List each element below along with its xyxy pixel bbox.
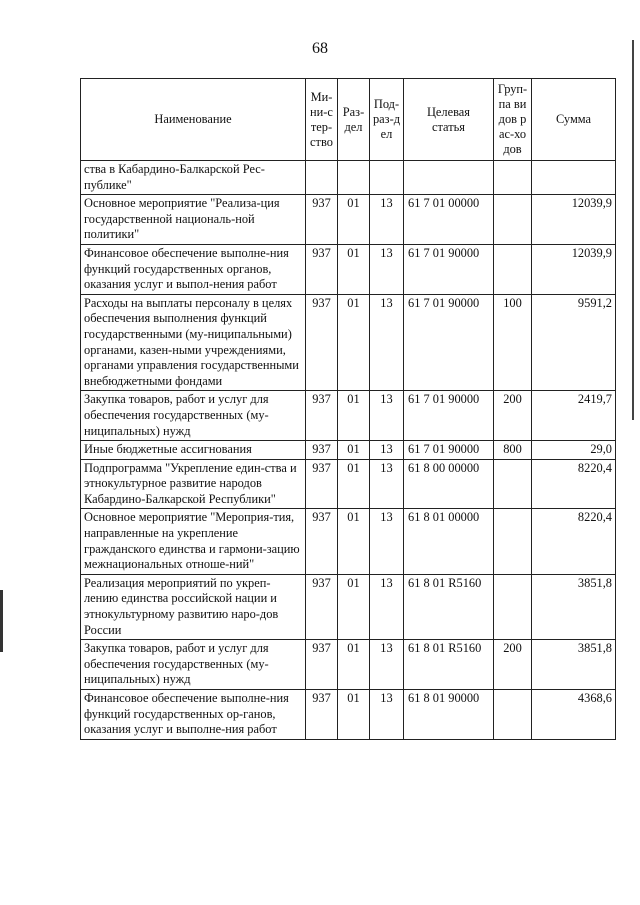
row-section: 01: [338, 195, 370, 245]
row-ministry: 937: [306, 574, 338, 639]
row-name: Основное мероприятие "Реализа-ция государственной националь-ной политики": [81, 195, 306, 245]
row-subsection: 13: [370, 391, 404, 441]
row-subsection: 13: [370, 294, 404, 391]
row-name: Иные бюджетные ассигнования: [81, 441, 306, 460]
row-ministry: 937: [306, 294, 338, 391]
row-target: 61 8 00 00000: [404, 459, 494, 509]
header-row: [81, 79, 616, 161]
header-subsection-text: Под-раз-дел: [372, 97, 401, 141]
row-sum: 12039,9: [532, 195, 616, 245]
scan-edge-line: [632, 40, 634, 420]
row-target: 61 8 01 R5160: [404, 640, 494, 690]
row-group: [494, 574, 532, 639]
row-sum: [532, 161, 616, 195]
table-row: [81, 640, 616, 690]
row-group: 200: [494, 640, 532, 690]
row-target: [404, 161, 494, 195]
header-subsection: [370, 79, 404, 161]
table-row: [81, 244, 616, 294]
row-subsection: 13: [370, 509, 404, 574]
row-ministry: 937: [306, 640, 338, 690]
row-group: [494, 509, 532, 574]
row-group: 100: [494, 294, 532, 391]
row-target: 61 7 01 00000: [404, 195, 494, 245]
row-sum: 4368,6: [532, 690, 616, 740]
row-name: Закупка товаров, работ и услуг для обеспечения государственных (му-ниципальных) нужд: [81, 391, 306, 441]
row-ministry: 937: [306, 441, 338, 460]
row-target: 61 7 01 90000: [404, 391, 494, 441]
row-section: 01: [338, 459, 370, 509]
row-target: 61 7 01 90000: [404, 294, 494, 391]
row-subsection: [370, 161, 404, 195]
row-section: 01: [338, 294, 370, 391]
table-row: [81, 509, 616, 574]
header-target: [404, 79, 494, 161]
row-group: 800: [494, 441, 532, 460]
row-section: 01: [338, 391, 370, 441]
table-row: [81, 690, 616, 740]
row-name: Финансовое обеспечение выполне-ния функций государственных органов, оказания услуг и выпол-нения работ: [81, 244, 306, 294]
row-target: 61 8 01 90000: [404, 690, 494, 740]
header-group: [494, 79, 532, 161]
row-sum: 9591,2: [532, 294, 616, 391]
row-ministry: 937: [306, 459, 338, 509]
row-section: 01: [338, 640, 370, 690]
table-row: [81, 459, 616, 509]
row-sum: 29,0: [532, 441, 616, 460]
row-section: 01: [338, 441, 370, 460]
row-target: 61 7 01 90000: [404, 244, 494, 294]
row-subsection: 13: [370, 441, 404, 460]
row-name: Подпрограмма "Укрепление един-ства и этнокультурное развитие народов Кабардино-Балкарской Республики": [81, 459, 306, 509]
row-ministry: 937: [306, 195, 338, 245]
row-sum: 3851,8: [532, 574, 616, 639]
row-subsection: 13: [370, 459, 404, 509]
row-group: 200: [494, 391, 532, 441]
row-subsection: 13: [370, 195, 404, 245]
row-section: 01: [338, 509, 370, 574]
table-row: [81, 441, 616, 460]
header-name: Наименование: [81, 79, 306, 161]
budget-table: [80, 78, 616, 740]
row-name: Финансовое обеспечение выполне-ния функций государственных ор-ганов, оказания услуг и выполне-ния работ: [81, 690, 306, 740]
header-ministry: [306, 79, 338, 161]
row-subsection: 13: [370, 244, 404, 294]
row-group: [494, 459, 532, 509]
row-ministry: 937: [306, 391, 338, 441]
row-group: [494, 690, 532, 740]
header-target-text: Целевая статья: [426, 104, 471, 134]
row-subsection: 13: [370, 690, 404, 740]
row-ministry: 937: [306, 690, 338, 740]
table-row: [81, 574, 616, 639]
row-subsection: 13: [370, 640, 404, 690]
row-ministry: 937: [306, 509, 338, 574]
row-name: Закупка товаров, работ и услуг для обеспечения государственных (му-ниципальных) нужд: [81, 640, 306, 690]
table-row: [81, 294, 616, 391]
row-section: 01: [338, 574, 370, 639]
row-sum: 12039,9: [532, 244, 616, 294]
row-name: Реализация мероприятий по укреп-лению единства российской нации и этнокультурному развитию наро-дов России: [81, 574, 306, 639]
header-section: [338, 79, 370, 161]
row-name: Основное мероприятие "Мероприя-тия, направленные на укрепление гражданского единства и гармони-зацию межнациональных отноше-ний": [81, 509, 306, 574]
table-row: [81, 391, 616, 441]
header-sum: Сумма: [532, 79, 616, 161]
row-section: 01: [338, 244, 370, 294]
row-section: [338, 161, 370, 195]
row-group: [494, 195, 532, 245]
row-target: 61 8 01 R5160: [404, 574, 494, 639]
row-subsection: 13: [370, 574, 404, 639]
header-section-text: Раз-дел: [342, 104, 365, 134]
row-target: 61 8 01 00000: [404, 509, 494, 574]
header-group-text: Груп-па видов рас-ходов: [497, 82, 528, 156]
row-name: Расходы на выплаты персоналу в целях обеспечения выполнения функций государственными (му-ниципальными) органами, казен-ными учреждениями, органами управления государственными внебюджетными фондами: [81, 294, 306, 391]
row-name: ства в Кабардино-Балкарской Рес-публике": [81, 161, 306, 195]
row-sum: 3851,8: [532, 640, 616, 690]
header-ministry-text: Ми-ни-стер-ство: [310, 89, 333, 149]
table-row: [81, 161, 616, 195]
row-section: 01: [338, 690, 370, 740]
row-ministry: 937: [306, 244, 338, 294]
row-group: [494, 161, 532, 195]
row-sum: 8220,4: [532, 459, 616, 509]
table-row: [81, 195, 616, 245]
row-sum: 8220,4: [532, 509, 616, 574]
row-target: 61 7 01 90000: [404, 441, 494, 460]
row-sum: 2419,7: [532, 391, 616, 441]
page-number: 68: [312, 40, 328, 57]
row-ministry: [306, 161, 338, 195]
row-group: [494, 244, 532, 294]
scan-edge-mark: [0, 590, 3, 652]
